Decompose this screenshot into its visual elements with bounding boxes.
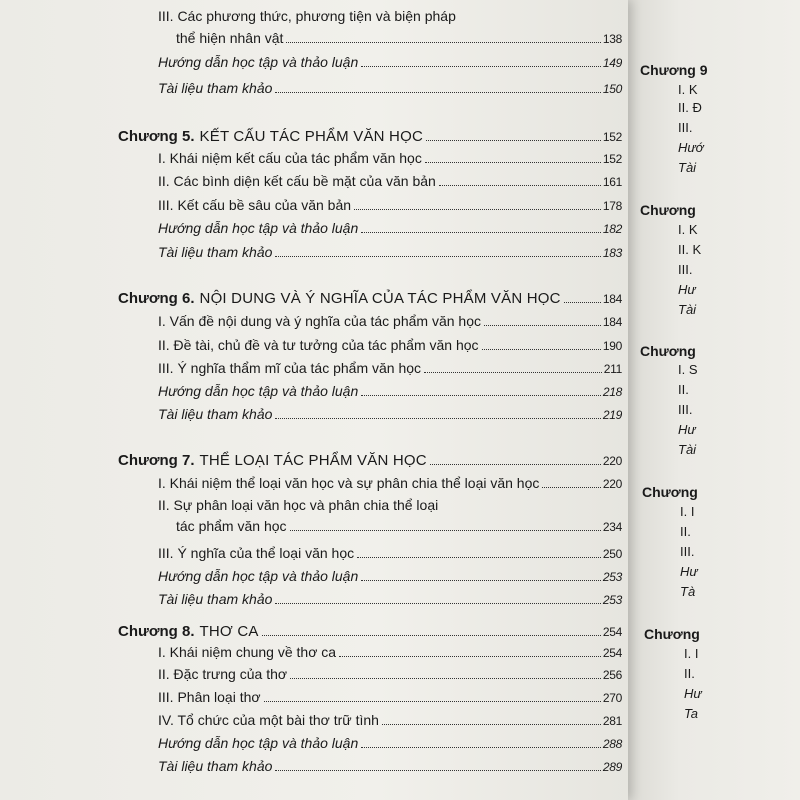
toc-item	[158, 337, 622, 353]
toc-page-number: 183	[602, 246, 622, 260]
right-entry: III.	[678, 120, 693, 135]
right-entry: Hư	[678, 422, 696, 437]
right-entry: Hư	[684, 686, 702, 701]
toc-page-number: 211	[603, 362, 622, 376]
toc-item	[158, 758, 622, 774]
toc-page-number: 270	[602, 691, 622, 705]
toc-page-number: 152	[602, 152, 622, 166]
toc-item	[176, 30, 622, 46]
toc-item-text: Hướng dẫn học tập và thảo luận	[158, 383, 359, 399]
toc-page-number: 253	[602, 570, 622, 584]
dot-leader	[382, 724, 601, 725]
dot-leader	[361, 747, 601, 748]
toc-page-number: 256	[602, 668, 622, 682]
right-entry: Tài	[678, 442, 697, 457]
toc-item	[158, 220, 622, 236]
dot-leader	[275, 418, 600, 419]
toc-item: III. Các phương thức, phương tiện và biện pháp	[158, 8, 456, 24]
toc-page-number: 289	[602, 760, 622, 774]
toc-page-number: 182	[602, 222, 622, 236]
toc-item-text: Hướng dẫn học tập và thảo luận	[158, 220, 359, 236]
right-chapter: Chương	[644, 626, 700, 642]
dot-leader	[275, 770, 600, 771]
dot-leader	[275, 256, 600, 257]
dot-leader	[275, 92, 600, 93]
dot-leader	[339, 656, 601, 657]
toc-item-text: thể hiện nhân vật	[176, 30, 284, 46]
toc-item-text: I. Khái niệm kết cấu của tác phẩm văn học	[158, 150, 422, 166]
dot-leader	[425, 162, 601, 163]
chapter-title: NỘI DUNG VÀ Ý NGHĨA CỦA TÁC PHẨM VĂN HỌC	[199, 290, 561, 307]
right-entry: I. I	[684, 646, 699, 661]
dot-leader	[286, 42, 600, 43]
toc-item	[158, 591, 622, 607]
chapter-title: THƠ CA	[199, 623, 259, 640]
dot-leader	[361, 395, 601, 396]
toc-item-text: Hướng dẫn học tập và thảo luận	[158, 54, 359, 70]
toc-item-text: IV. Tổ chức của một bài thơ trữ tình	[158, 712, 379, 728]
right-entry: II.	[680, 524, 691, 539]
right-chapter: Chương	[642, 484, 698, 500]
toc-item	[158, 689, 622, 705]
toc-item-text: II. Các bình diện kết cấu bề mặt của văn bản	[158, 173, 436, 189]
right-chapter: Chương	[640, 343, 696, 359]
toc-page-number: 220	[602, 454, 622, 468]
dot-leader	[290, 530, 601, 531]
toc-item-text: II. Đề tài, chủ đề và tư tưởng của tác phẩm văn học	[158, 337, 479, 353]
toc-item-text: Tài liệu tham khảo	[158, 406, 273, 422]
toc-item	[158, 197, 622, 213]
toc-item: II. Sự phân loại văn học và phân chia thể loại	[158, 497, 439, 513]
right-entry: I. K	[678, 82, 698, 97]
right-entry: II. K	[678, 242, 702, 257]
toc-item-text: III. Ý nghĩa thẩm mĩ của tác phẩm văn học	[158, 360, 422, 376]
toc-page-number: 219	[602, 408, 622, 422]
right-chapter: Chương	[640, 202, 696, 218]
toc-page-number: 218	[602, 385, 622, 399]
chapter-title: KẾT CẤU TÁC PHẨM VĂN HỌC	[199, 128, 423, 145]
toc-page-number: 234	[602, 520, 622, 534]
toc-page-number: 220	[602, 477, 622, 491]
dot-leader	[482, 349, 601, 350]
dot-leader	[361, 232, 601, 233]
chapter-label: Chương 5.	[118, 128, 195, 145]
toc-page-number: 178	[602, 199, 622, 213]
toc-item	[176, 518, 622, 534]
chapter-label: Chương 8.	[118, 623, 195, 640]
toc-page-number: 152	[602, 130, 622, 144]
right-entry: Hướ	[678, 140, 704, 155]
right-chapter-9: Chương 9	[640, 62, 708, 78]
toc-page-number: 184	[602, 315, 622, 329]
toc-page-number: 254	[602, 625, 622, 639]
dot-leader	[424, 372, 602, 373]
right-entry: Hư	[678, 282, 696, 297]
toc-item	[158, 568, 622, 584]
toc-item-text: Tài liệu tham khảo	[158, 591, 273, 607]
toc-page-number: 254	[602, 646, 622, 660]
right-entry: III.	[680, 544, 695, 559]
right-entry: I. S	[678, 362, 698, 377]
chapter-heading	[118, 290, 622, 307]
toc-item	[158, 173, 622, 189]
chapter-heading	[118, 623, 622, 640]
toc-item-text: Tài liệu tham khảo	[158, 758, 273, 774]
toc-item-text: II. Đặc trưng của thơ	[158, 666, 288, 682]
toc-item-text: III. Kết cấu bề sâu của văn bản	[158, 197, 352, 213]
toc-item	[158, 80, 622, 96]
toc-item-text: I. Khái niệm thể loại văn học và sự phân chia thể loại văn học	[158, 475, 540, 491]
right-entry: Tài	[678, 160, 697, 175]
toc-item-text: Hướng dẫn học tập và thảo luận	[158, 735, 359, 751]
toc-item	[158, 666, 622, 682]
right-page	[628, 0, 800, 800]
right-entry: III.	[678, 402, 693, 417]
dot-leader	[564, 302, 601, 303]
dot-leader	[357, 557, 601, 558]
toc-page-number: 253	[602, 593, 622, 607]
chapter-title: THỂ LOẠI TÁC PHẨM VĂN HỌC	[199, 452, 427, 469]
dot-leader	[275, 603, 600, 604]
toc-item	[158, 545, 622, 561]
chapter-heading	[118, 452, 622, 469]
toc-page-number: 281	[602, 714, 622, 728]
dot-leader	[439, 185, 601, 186]
toc-item	[158, 54, 622, 70]
right-entry: II.	[678, 382, 689, 397]
toc-item	[158, 735, 622, 751]
toc-item-text: I. Khái niệm chung về thơ ca	[158, 644, 337, 660]
right-entry: Hư	[680, 564, 698, 579]
toc-page-number: 184	[602, 292, 622, 306]
toc-item	[158, 360, 622, 376]
chapter-label: Chương 6.	[118, 290, 195, 307]
dot-leader	[361, 66, 601, 67]
toc-item-text: III. Ý nghĩa của thể loại văn học	[158, 545, 355, 561]
dot-leader	[262, 635, 601, 636]
toc-page-number: 138	[602, 32, 622, 46]
right-entry: Ta	[684, 706, 698, 721]
toc-item-text: Tài liệu tham khảo	[158, 244, 273, 260]
toc-item	[158, 313, 622, 329]
toc-item	[158, 244, 622, 260]
toc-item	[158, 383, 622, 399]
toc-item	[158, 406, 622, 422]
toc-item-text: Hướng dẫn học tập và thảo luận	[158, 568, 359, 584]
right-entry: Tà	[680, 584, 696, 599]
toc-page-number: 190	[602, 339, 622, 353]
right-entry: Tài	[678, 302, 697, 317]
toc-item-text: tác phẩm văn học	[176, 518, 287, 534]
dot-leader	[361, 580, 601, 581]
toc-item	[158, 475, 622, 491]
right-entry: II.	[684, 666, 695, 681]
toc-page-number: 150	[602, 82, 622, 96]
chapter-heading	[118, 128, 622, 145]
toc-item-text: I. Vấn đề nội dung và ý nghĩa của tác phẩm văn học	[158, 313, 481, 329]
right-entry: II. Đ	[678, 100, 702, 115]
toc-page-number: 250	[602, 547, 622, 561]
dot-leader	[430, 464, 601, 465]
toc-item	[158, 150, 622, 166]
toc-item	[158, 712, 622, 728]
right-entry: III.	[678, 262, 693, 277]
dot-leader	[426, 140, 601, 141]
toc-page-number: 288	[602, 737, 622, 751]
dot-leader	[542, 487, 600, 488]
dot-leader	[264, 701, 601, 702]
right-entry: I. K	[678, 222, 698, 237]
toc-page-number: 149	[602, 56, 622, 70]
dot-leader	[354, 209, 601, 210]
right-entry: I. I	[680, 504, 695, 519]
toc-item-text: Tài liệu tham khảo	[158, 80, 273, 96]
dot-leader	[484, 325, 601, 326]
dot-leader	[290, 678, 601, 679]
chapter-label: Chương 7.	[118, 452, 195, 469]
toc-item-text: III. Phân loại thơ	[158, 689, 261, 705]
toc-page-number: 161	[602, 175, 622, 189]
toc-item	[158, 644, 622, 660]
